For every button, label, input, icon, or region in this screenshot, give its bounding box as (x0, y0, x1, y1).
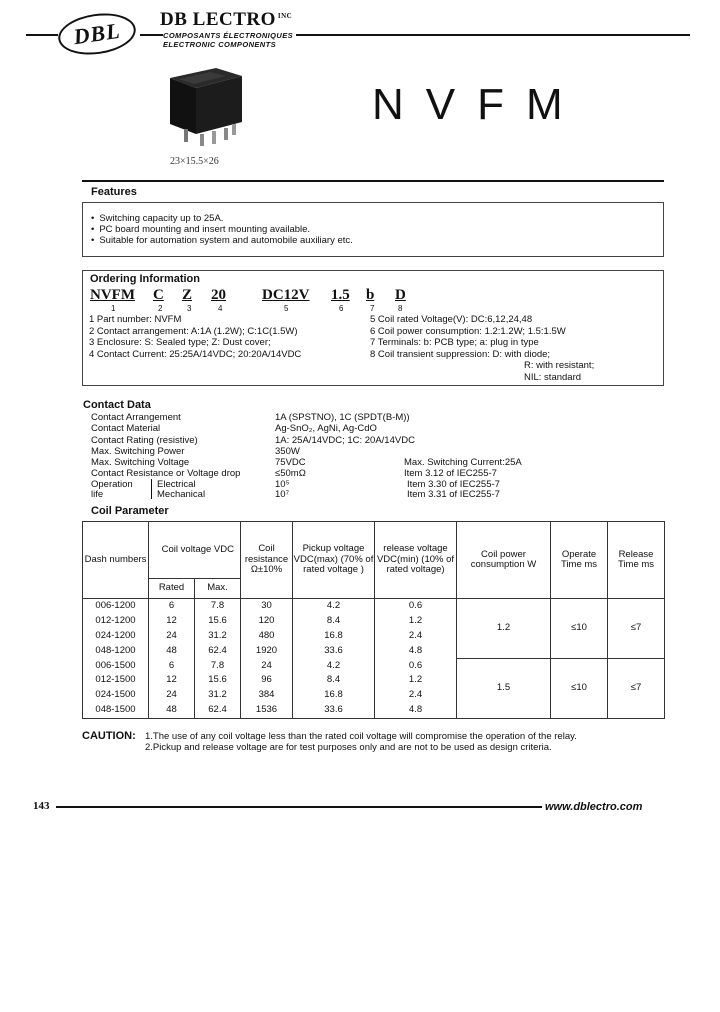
subtitle-fr: COMPOSANTS ÉLECTRONIQUES (163, 31, 296, 40)
coil-table (82, 521, 665, 719)
contact-value: 350W (275, 446, 300, 457)
cell-release: 1.2 (375, 614, 457, 629)
cell-rated: 6 (149, 599, 195, 615)
contact-extra: Max. Switching Current:25A (404, 457, 522, 468)
cell-resistance: 96 (241, 673, 293, 688)
ordering-line: 7 Terminals: b: PCB type; a: plug in type (370, 337, 539, 348)
header-pickup: Pickup voltage VDC(max) (70% of rated voltage ) (293, 522, 375, 599)
life-divider (151, 479, 152, 499)
ordering-line: 2 Contact arrangement: A:1A (1.2W); C:1C(1.5W) (89, 325, 298, 337)
header-rule-left (26, 34, 58, 36)
life-mechanical-label: Mechanical (157, 489, 206, 500)
cell-pickup: 16.8 (293, 688, 375, 703)
contact-value: 1A: 25A/14VDC; 1C: 20A/14VDC (275, 435, 415, 446)
cell-resistance: 480 (241, 629, 293, 644)
life-mechanical-value: 10⁷ (275, 489, 290, 500)
cell-release: 1.2 (375, 673, 457, 688)
cell-dash: 012-1200 (83, 614, 149, 629)
cell-release: 4.8 (375, 644, 457, 659)
ordering-title: Ordering Information (90, 273, 200, 285)
table-row (83, 658, 665, 673)
brand-suffix: INC (277, 11, 293, 20)
cell-dash: 048-1500 (83, 703, 149, 719)
contact-label: Contact Resistance or Voltage drop (91, 468, 241, 479)
footer-url[interactable]: www.dblectro.com (545, 801, 643, 813)
cell-pickup: 4.2 (293, 599, 375, 615)
cell-rated: 24 (149, 688, 195, 703)
ordering-line: 6 Coil power consumption: 1.2:1.2W; 1.5:1.5W (370, 325, 566, 337)
code-part-7: b (366, 287, 375, 303)
contact-value: 75VDC (275, 457, 306, 468)
cell-resistance: 120 (241, 614, 293, 629)
code-number-5: 5 (284, 304, 289, 313)
cell-pickup: 16.8 (293, 629, 375, 644)
code-number-2: 2 (158, 304, 163, 313)
cell-rated: 48 (149, 644, 195, 659)
ordering-left-column (89, 314, 301, 360)
cell-release-time-group: ≤7 (608, 599, 665, 659)
cell-dash: 012-1500 (83, 673, 149, 688)
contact-label: Contact Rating (resistive) (91, 435, 198, 446)
feature-item: • Switching capacity up to 25A. (91, 213, 663, 224)
table-row (83, 599, 665, 615)
code-part-4: 20 (211, 287, 226, 303)
feature-item: • PC board mounting and insert mounting available. (91, 224, 663, 235)
header-rated: Rated (149, 579, 195, 599)
contact-label: Contact Material (91, 423, 161, 434)
cell-release-time-group: ≤7 (608, 658, 665, 718)
caution-label: CAUTION: (82, 730, 136, 742)
contact-label: Contact Arrangement (91, 412, 181, 423)
company-logo (56, 9, 139, 59)
header-dash: Dash numbers (83, 522, 149, 599)
header-resistance: Coil resistance Ω±10% (241, 522, 293, 599)
contact-data-title: Contact Data (83, 399, 151, 411)
feature-item: • Suitable for automation system and automobile auxiliary etc. (91, 235, 663, 246)
life-mechanical-ref: Item 3.31 of IEC255-7 (407, 489, 500, 500)
cell-rated: 24 (149, 629, 195, 644)
page-number: 143 (33, 800, 50, 812)
cell-dash: 048-1200 (83, 644, 149, 659)
header-release-time: Release Time ms (608, 522, 665, 599)
contact-extra: Item 3.12 of IEC255-7 (404, 468, 497, 479)
cell-resistance: 30 (241, 599, 293, 615)
ordering-line: 3 Enclosure: S: Sealed type; Z: Dust cover; (89, 337, 271, 348)
cell-power-group: 1.5 (457, 658, 551, 718)
code-number-8: 8 (398, 304, 403, 313)
cell-max: 31.2 (195, 629, 241, 644)
header-max: Max. (195, 579, 241, 599)
caution-note: 1.The use of any coil voltage less than the rated coil voltage will compromise the operation of the relay. (145, 731, 577, 742)
cell-dash: 024-1500 (83, 688, 149, 703)
ordering-line: 1 Part number: NVFM (89, 314, 182, 325)
features-box (82, 202, 664, 257)
cell-power-group: 1.2 (457, 599, 551, 659)
code-number-3: 3 (187, 304, 192, 313)
ordering-line: NIL: standard (524, 371, 582, 383)
cell-release: 4.8 (375, 703, 457, 719)
features-rule (82, 180, 664, 182)
cell-dash: 024-1200 (83, 629, 149, 644)
cell-rated: 12 (149, 614, 195, 629)
cell-max: 7.8 (195, 599, 241, 615)
cell-max: 15.6 (195, 614, 241, 629)
life-label-operation: Operation (91, 479, 133, 490)
life-label-life: life (91, 489, 104, 500)
code-number-4: 4 (218, 304, 223, 313)
cell-pickup: 33.6 (293, 703, 375, 719)
ordering-line: 4 Contact Current: 25:25A/14VDC; 20:20A/14VDC (89, 348, 302, 360)
cell-pickup: 8.4 (293, 673, 375, 688)
logo-text: DBL (71, 17, 122, 50)
code-part-2: C (153, 287, 164, 303)
contact-label: Max. Switching Power (91, 446, 185, 457)
relay-product-image (166, 62, 244, 150)
cell-release: 2.4 (375, 629, 457, 644)
header-operate-time: Operate Time ms (551, 522, 608, 599)
cell-operate-group: ≤10 (551, 599, 608, 659)
cell-release: 0.6 (375, 658, 457, 673)
features-title: Features (91, 186, 137, 198)
subtitle-en: ELECTRONIC COMPONENTS (163, 40, 276, 49)
contact-value: ≤50mΩ (275, 468, 306, 479)
header-release-voltage: release voltage VDC(min) (10% of rated voltage) (375, 522, 457, 599)
cell-rated: 6 (149, 658, 195, 673)
caution-note: 2.Pickup and release voltage are for test purposes only and are not to be used as design criteria. (145, 742, 552, 753)
cell-pickup: 4.2 (293, 658, 375, 673)
ordering-line: 8 Coil transient suppression: D: with diode; (370, 348, 551, 360)
life-electrical-value: 10⁵ (275, 479, 290, 490)
relay-dimensions: 23×15.5×26 (170, 156, 219, 167)
contact-value: Ag-SnO₂, AgNi, Ag-CdO (275, 423, 377, 434)
code-number-1: 1 (111, 304, 116, 313)
cell-resistance: 24 (241, 658, 293, 673)
header-coil-voltage: Coil voltage VDC (149, 522, 241, 579)
ordering-line: R: with resistant; (524, 360, 595, 371)
cell-dash: 006-1200 (83, 599, 149, 615)
cell-resistance: 1920 (241, 644, 293, 659)
cell-max: 62.4 (195, 703, 241, 719)
cell-release: 2.4 (375, 688, 457, 703)
code-part-1: NVFM (90, 287, 135, 303)
contact-label: Max. Switching Voltage (91, 457, 190, 468)
life-electrical-label: Electrical (157, 479, 196, 490)
model-title: NVFM (372, 80, 585, 129)
cell-resistance: 384 (241, 688, 293, 703)
cell-release: 0.6 (375, 599, 457, 615)
footer-rule (56, 806, 542, 808)
cell-rated: 48 (149, 703, 195, 719)
features-list (91, 213, 663, 246)
cell-max: 62.4 (195, 644, 241, 659)
cell-pickup: 33.6 (293, 644, 375, 659)
cell-pickup: 8.4 (293, 614, 375, 629)
cell-resistance: 1536 (241, 703, 293, 719)
code-part-3: Z (182, 287, 193, 303)
code-part-6: 1.5 (331, 287, 350, 303)
life-electrical-ref: Item 3.30 of IEC255-7 (407, 479, 500, 490)
cell-max: 7.8 (195, 658, 241, 673)
ordering-right-column (370, 314, 594, 383)
cell-max: 15.6 (195, 673, 241, 688)
code-part-5: DC12V (262, 287, 310, 303)
coil-table-wrap (82, 521, 664, 719)
code-number-7: 7 (370, 304, 375, 313)
code-part-8: D (395, 287, 406, 303)
ordering-line: 5 Coil rated Voltage(V): DC:6,12,24,48 (370, 314, 533, 325)
brand-name: DB LECTRO $^{INC}$ (160, 9, 293, 30)
code-number-6: 6 (339, 304, 344, 313)
cell-dash: 006-1500 (83, 658, 149, 673)
cell-operate-group: ≤10 (551, 658, 608, 718)
header-power: Coil power consumption W (457, 522, 551, 599)
coil-title: Coil Parameter (91, 505, 169, 517)
cell-rated: 12 (149, 673, 195, 688)
cell-max: 31.2 (195, 688, 241, 703)
contact-value: 1A (SPSTNO), 1C (SPDT(B-M)) (275, 412, 410, 423)
